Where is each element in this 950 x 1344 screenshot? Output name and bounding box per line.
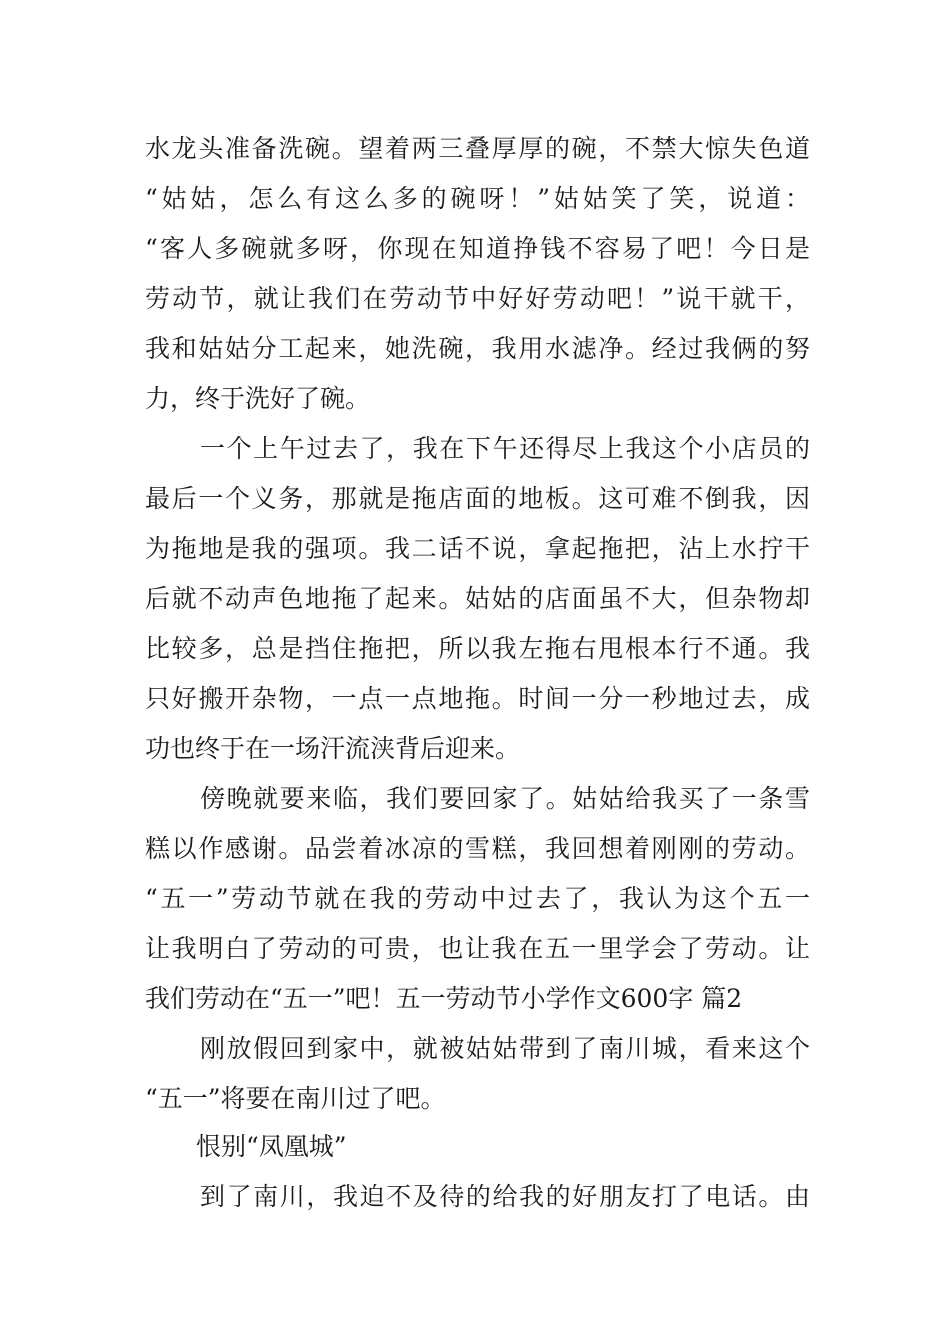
paragraph-first-line: 到了南川，我迫不及待的给我的好朋友打了电话。由 bbox=[200, 1182, 810, 1211]
text-line: 我和姑姑分工起来，她洗碗，我用水滤净。经过我俩的努 bbox=[145, 334, 810, 363]
text-line: “五一”将要在南川过了吧。 bbox=[145, 1084, 446, 1113]
paragraph-first-line: 傍晚就要来临，我们要回家了。姑姑给我买了一条雪 bbox=[200, 784, 810, 813]
text-line: 后就不动声色地拖了起来。姑姑的店面虽不大，但杂物却 bbox=[145, 584, 810, 613]
paragraph-first-line: 刚放假回到家中，就被姑姑带到了南川城，看来这个 bbox=[200, 1034, 810, 1063]
paragraph-first-line: 一个上午过去了，我在下午还得尽上我这个小店员的 bbox=[200, 434, 810, 463]
section-heading: 恨别“凤凰城” bbox=[196, 1132, 347, 1161]
text-line: 糕以作感谢。品尝着冰凉的雪糕，我回想着刚刚的劳动。 bbox=[145, 834, 810, 863]
text-line: 我们劳动在“五一”吧！五一劳动节小学作文600字 篇2 bbox=[145, 984, 743, 1013]
text-line: 劳动节，就让我们在劳动节中好好劳动吧！”说干就干， bbox=[145, 284, 810, 313]
text-line: 为拖地是我的强项。我二话不说，拿起拖把，沾上水拧干 bbox=[145, 534, 810, 563]
text-line: 让我明白了劳动的可贵，也让我在五一里学会了劳动。让 bbox=[145, 934, 810, 963]
text-line: 水龙头准备洗碗。望着两三叠厚厚的碗，不禁大惊失色道 bbox=[145, 134, 810, 163]
text-line: “客人多碗就多呀，你现在知道挣钱不容易了吧！今日是 bbox=[145, 234, 810, 263]
text-line: 只好搬开杂物，一点一点地拖。时间一分一秒地过去，成 bbox=[145, 684, 810, 713]
text-line: 最后一个义务，那就是拖店面的地板。这可难不倒我，因 bbox=[145, 484, 810, 513]
text-line: 比较多，总是挡住拖把，所以我左拖右甩根本行不通。我 bbox=[145, 634, 810, 663]
text-line: “姑姑，怎么有这么多的碗呀！”姑姑笑了笑，说道： bbox=[145, 184, 810, 213]
text-line: “五一”劳动节就在我的劳动中过去了，我认为这个五一 bbox=[145, 884, 810, 913]
text-line: 功也终于在一场汗流浃背后迎来。 bbox=[145, 734, 521, 763]
text-line: 力，终于洗好了碗。 bbox=[145, 384, 371, 413]
